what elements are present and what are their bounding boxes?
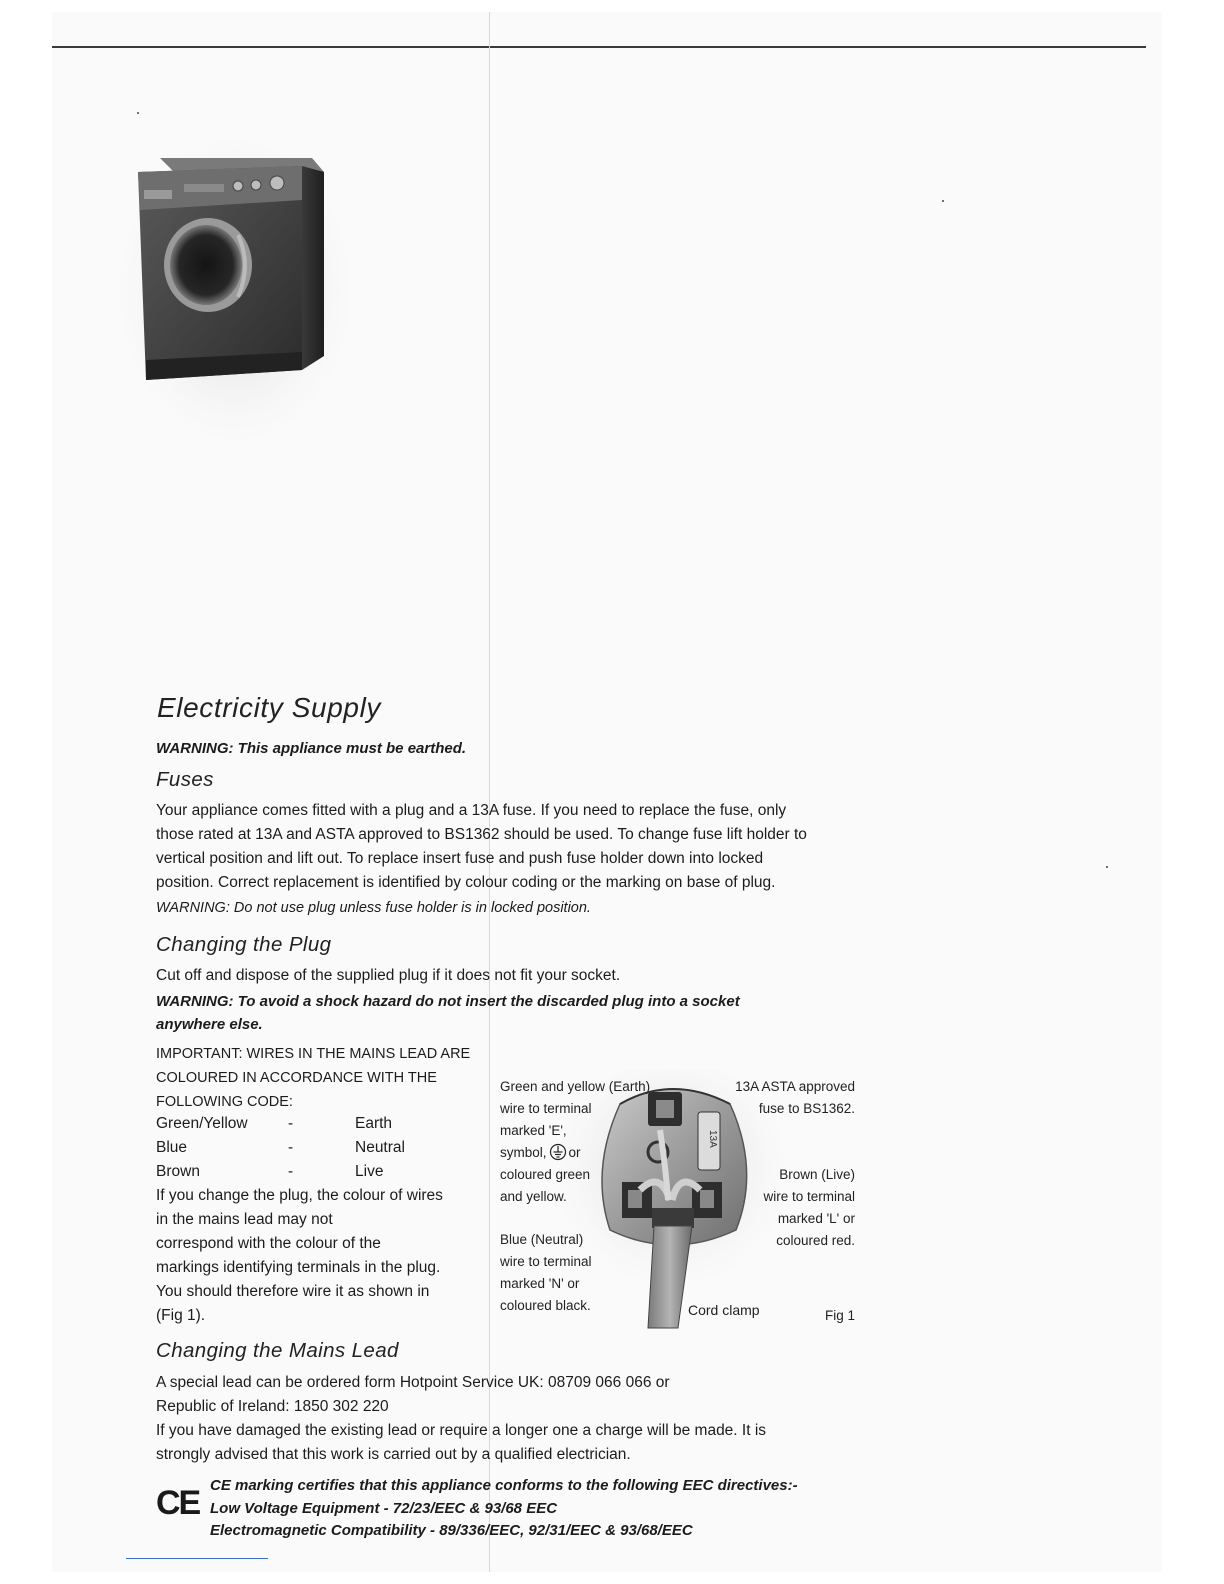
caption-line: coloured green: [500, 1167, 591, 1182]
paragraph-line: You should therefore wire it as shown in: [156, 1283, 430, 1300]
ce-statement: CE marking certifies that this appliance conforms to the following EEC directives:-: [210, 1477, 798, 1494]
paragraph-line: Your appliance comes fitted with a plug and a 13A fuse. If you need to replace the fuse, only: [156, 802, 787, 819]
wire-colour: Blue: [156, 1139, 188, 1156]
cord-clamp-label: Cord clamp: [688, 1302, 760, 1318]
ce-mark-logo: CE: [156, 1484, 200, 1522]
wire-dash: -: [288, 1139, 294, 1156]
paragraph-line: If you have damaged the existing lead or require a longer one a charge will be made. It is: [156, 1422, 767, 1439]
caption-line: and yellow.: [500, 1189, 567, 1204]
paragraph-line: position. Correct replacement is identified by colour coding or the marking on base of plug.: [156, 874, 776, 891]
caption-line: marked 'L' or: [777, 1211, 855, 1226]
wire-meaning: Earth: [355, 1115, 393, 1132]
paragraph-line: COLOURED IN ACCORDANCE WITH THE: [156, 1070, 437, 1086]
wire-meaning: Live: [355, 1163, 384, 1180]
top-rule: [52, 46, 1146, 48]
fuses-paragraph: [156, 799, 807, 895]
plug-intro: Cut off and dispose of the supplied plug if it does not fit your socket.: [156, 967, 621, 984]
wire-colour: Green/Yellow: [156, 1115, 248, 1132]
wiring-note: [156, 1184, 443, 1328]
caption-line: wire to terminal: [500, 1254, 592, 1269]
fuse-holder-warning: WARNING: Do not use plug unless fuse holder is in locked position.: [156, 900, 591, 916]
fuse-caption: [700, 1076, 855, 1120]
wire-code-row: [156, 1115, 393, 1133]
caption-line: 13A ASTA approved: [735, 1079, 855, 1094]
mains-lead-paragraph: [156, 1371, 766, 1467]
wire-dash: -: [288, 1115, 294, 1132]
paragraph-line: in the mains lead may not: [156, 1211, 333, 1228]
mains-lead-heading: Changing the Mains Lead: [156, 1339, 399, 1362]
ce-low-voltage: Low Voltage Equipment - 72/23/EEC & 93/68 EEC: [210, 1500, 558, 1517]
wire-code-row: [156, 1163, 384, 1181]
caption-text: symbol,: [500, 1145, 547, 1160]
fuse-print: 13A: [707, 1130, 718, 1148]
shock-warning-line2: anywhere else.: [156, 1016, 263, 1033]
earth-caption: [500, 1076, 650, 1208]
caption-line: Green and yellow (Earth): [500, 1079, 651, 1094]
paragraph-line: those rated at 13A and ASTA approved to BS1362 should be used. To change fuse lift holder to: [156, 826, 807, 843]
scan-speck: [137, 112, 139, 114]
paragraph-line: If you change the plug, the colour of wires: [156, 1187, 443, 1204]
caption-text: or: [568, 1145, 581, 1160]
caption-line: fuse to BS1362.: [758, 1101, 855, 1116]
paragraph-line: FOLLOWING CODE:: [156, 1094, 293, 1110]
caption-line: marked 'N' or: [500, 1276, 580, 1291]
paragraph-line: vertical position and lift out. To replace insert fuse and push fuse holder down into locked: [156, 850, 764, 867]
bottom-mark: [126, 1558, 268, 1559]
scan-speck: [942, 200, 944, 202]
paragraph-line: (Fig 1).: [156, 1307, 206, 1324]
caption-line: wire to terminal: [763, 1189, 855, 1204]
caption-line: coloured red.: [776, 1233, 855, 1248]
paragraph-line: IMPORTANT: WIRES IN THE MAINS LEAD ARE: [156, 1046, 471, 1062]
paragraph-line: markings identifying terminals in the plug.: [156, 1259, 441, 1276]
washing-machine-image: [120, 130, 350, 440]
page-title: Electricity Supply: [157, 692, 381, 723]
neutral-caption: [500, 1229, 592, 1317]
caption-line: marked 'E',: [500, 1123, 567, 1138]
wire-dash: -: [288, 1163, 294, 1180]
important-note: [156, 1042, 470, 1114]
wire-colour: Brown: [156, 1163, 200, 1180]
scan-speck: [1106, 866, 1108, 868]
caption-line: [500, 1142, 650, 1164]
earth-warning: WARNING: This appliance must be earthed.: [156, 740, 467, 757]
paragraph-line: Republic of Ireland: 1850 302 220: [156, 1398, 389, 1415]
paragraph-line: A special lead can be ordered form Hotpoint Service UK: 08709 066 066 or: [156, 1374, 670, 1391]
changing-plug-heading: Changing the Plug: [156, 933, 332, 956]
caption-line: Brown (Live): [779, 1167, 855, 1182]
shock-warning-line1: WARNING: To avoid a shock hazard do not insert the discarded plug into a socket: [156, 993, 740, 1010]
fuses-heading: Fuses: [156, 768, 214, 791]
caption-line: coloured black.: [500, 1298, 591, 1313]
caption-line: wire to terminal: [500, 1101, 592, 1116]
figure-label: Fig 1: [825, 1308, 856, 1323]
wire-code-row: [156, 1139, 405, 1157]
wire-meaning: Neutral: [355, 1139, 405, 1156]
ce-emc: Electromagnetic Compatibility - 89/336/EEC, 92/31/EEC & 93/68/EEC: [210, 1522, 693, 1539]
paragraph-line: strongly advised that this work is carried out by a qualified electrician.: [156, 1446, 631, 1463]
earth-symbol-icon: [549, 1143, 567, 1161]
paragraph-line: correspond with the colour of the: [156, 1235, 381, 1252]
live-caption: [700, 1164, 855, 1252]
fold-line: [489, 12, 490, 1572]
caption-line: Blue (Neutral): [500, 1232, 584, 1247]
